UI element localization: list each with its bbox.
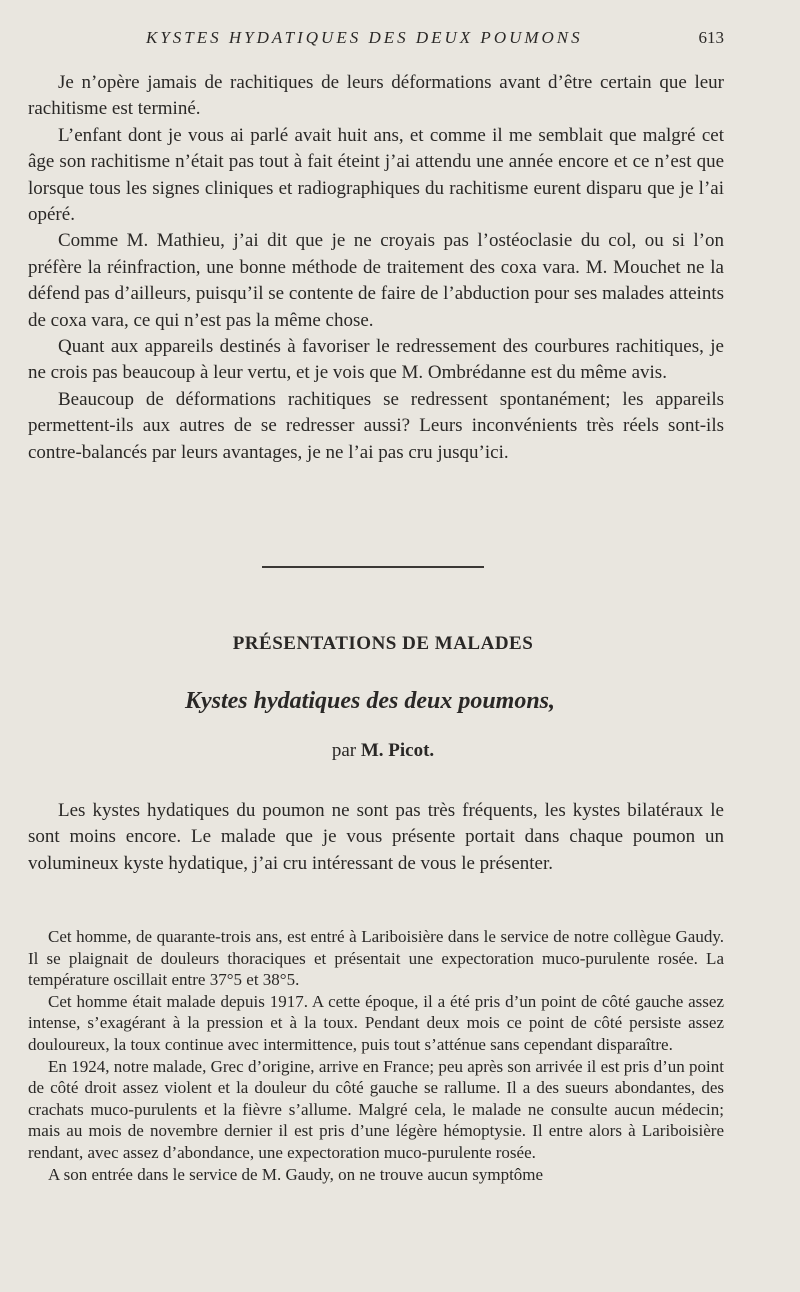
paragraph: Je n’opère jamais de rachitiques de leurs déformations avant d’être certain que leur rachitisme est terminé. [28,72,724,120]
intro-text [28,798,724,877]
paragraph: L’enfant dont je vous ai parlé avait huit ans, et comme il me semblait que malgré cet âge son rachitisme n’était pas tout à fait éteint j’ai attendu une année encore et ce n’est que lorsque tous les signes cliniques et radiographiques du rachitisme eurent disparu que je l’ai opéré. [28,124,724,226]
author-name: M. Picot. [360,740,435,761]
running-title: KYSTES HYDATIQUES DES DEUX POUMONS [146,28,583,47]
byline [0,740,766,762]
page-number: 613 [698,28,724,47]
paragraph: Beaucoup de déformations rachitiques se redressent spontanément; les appareils permettent-ils aux autres de se redresser aussi? Leurs inconvénients très réels sont-ils contre-balancés par leurs avantages, je ne l’ai pas cru jusqu’ici. [28,388,724,463]
paragraph: Cet homme, de quarante-trois ans, est entré à Lariboisière dans le service de notre collègue Gaudy. Il se plaignait de douleurs thoraciques et présentait une expectoration muco-purulente rosée. La température oscillait entre 37°5 et 38°5. [28,927,724,990]
paragraph: Cet homme était malade depuis 1917. A cette époque, il a été pris d’un point de côté gauche assez intense, s’exagérant à la pression et à la toux. Pendant deux mois ce point de côté persiste assez douloureux, la toux continue avec intermittence, puis tout s’atténue sans cependant disparaître. [28,991,724,1054]
paragraph: A son entrée dans le service de M. Gaudy, on ne trouve aucun symptôme [48,1164,544,1184]
paragraph: En 1924, notre malade, Grec d’origine, arrive en France; peu après son arrivée il est pris d’un point de côté droit assez violent et la douleur du côté gauche se rallume. Il a des sueurs abondantes, des crachats muco-purulents et la fièvre s’allume. Malgré cela, le malade ne consulte aucun médecin; mais au mois de novembre dernier il est pris d’une légère hémoptysie. Il entre alors à Lariboisière rendant, avec assez d’abondance, une expectoration muco-purulente rosée. [28,1056,724,1162]
section-divider [262,566,484,568]
discussion-text [28,70,724,466]
paragraph: Comme M. Mathieu, j’ai dit que je ne croyais pas l’ostéoclasie du col, ou si l’on préfère la réinfraction, une bonne méthode de traitement des coxa vara. M. Mouchet ne la défend pas d’ailleurs, puisqu’il se contente de faire de l’abduction pour ses malades atteints de coxa vara, ce qui n’est pas la même chose. [28,230,724,331]
paragraph: Les kystes hydatiques du poumon ne sont pas très fréquents, les kystes bilatéraux le sont moins encore. Le malade que je vous présente portait dans chaque poumon un volumineux kyste hydatique, j’ai cru intéressant de vous le présenter. [28,800,724,874]
article-title: Kystes hydatiques des deux poumons, [184,688,556,714]
byline-prefix: par [331,740,357,761]
paragraph: Quant aux appareils destinés à favoriser le redressement des courbures rachitiques, je ne crois pas beaucoup à leur vertu, et je vois que M. Ombrédanne est du même avis. [28,336,724,384]
case-report-text [28,926,724,1185]
section-heading: PRÉSENTATIONS DE MALADES [232,633,534,654]
running-header [28,28,724,52]
